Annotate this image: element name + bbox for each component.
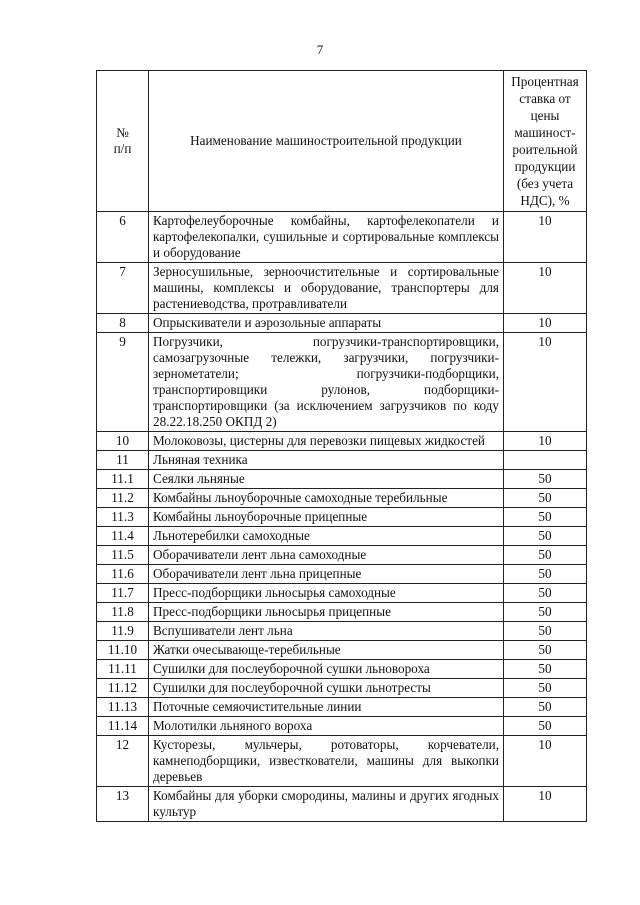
row-rate: 50 <box>504 470 587 489</box>
row-number: 11.3 <box>97 508 149 527</box>
row-rate: 10 <box>504 736 587 787</box>
row-rate: 10 <box>504 787 587 822</box>
row-name: Картофелеуборочные комбайны, картофелекопатели и картофелекопалки, сушильные и сортировальные комплексы и оборудование <box>149 212 504 263</box>
table-header-row <box>97 71 587 212</box>
row-name: Льнотеребилки самоходные <box>149 527 504 546</box>
row-name: Комбайны льноуборочные прицепные <box>149 508 504 527</box>
table-row <box>97 489 587 508</box>
header-name: Наименование машиностроительной продукции <box>149 71 504 212</box>
row-number: 11.7 <box>97 584 149 603</box>
table-row <box>97 432 587 451</box>
table-row <box>97 263 587 314</box>
row-rate: 50 <box>504 546 587 565</box>
row-rate: 50 <box>504 622 587 641</box>
row-number: 8 <box>97 314 149 333</box>
row-name: Молотилки льняного вороха <box>149 717 504 736</box>
row-number: 11.14 <box>97 717 149 736</box>
row-number: 6 <box>97 212 149 263</box>
row-name: Молоковозы, цистерны для перевозки пищевых жидкостей <box>149 432 504 451</box>
machinery-rate-table <box>96 70 587 822</box>
table-body <box>97 212 587 822</box>
row-rate: 50 <box>504 698 587 717</box>
table-row <box>97 717 587 736</box>
row-name: Льняная техника <box>149 451 504 470</box>
row-number: 11.2 <box>97 489 149 508</box>
row-rate: 10 <box>504 212 587 263</box>
row-number: 13 <box>97 787 149 822</box>
row-rate: 50 <box>504 565 587 584</box>
row-rate: 50 <box>504 717 587 736</box>
page-number: 7 <box>316 42 324 57</box>
row-number: 11.10 <box>97 641 149 660</box>
row-number: 10 <box>97 432 149 451</box>
table-row <box>97 546 587 565</box>
table-row <box>97 584 587 603</box>
row-name: Комбайны для уборки смородины, малины и других ягодных культур <box>149 787 504 822</box>
table-row <box>97 660 587 679</box>
row-number: 11 <box>97 451 149 470</box>
row-name: Пресс-подборщики льносырья самоходные <box>149 584 504 603</box>
table-row <box>97 736 587 787</box>
row-name: Оборачиватели лент льна прицепные <box>149 565 504 584</box>
table-row <box>97 212 587 263</box>
row-name: Жатки очесывающе-теребильные <box>149 641 504 660</box>
row-name: Кусторезы, мульчеры, ротоваторы, корчеватели, камнеподборщики, известкователи, машины для выкопки деревьев <box>149 736 504 787</box>
row-name: Сеялки льняные <box>149 470 504 489</box>
row-name: Погрузчики, погрузчики-транспортировщики, самозагрузочные тележки, загрузчики, погрузчики-зернометатели; погрузчики-подборщики, транспортировщики рулонов, подборщики-транспортировщики (за исключением загрузчиков по коду 28.22.18.250 ОКПД 2) <box>149 333 504 432</box>
row-name: Вспушиватели лент льна <box>149 622 504 641</box>
row-rate: 50 <box>504 660 587 679</box>
row-rate: 10 <box>504 263 587 314</box>
row-name: Зерносушильные, зерноочистительные и сортировальные машины, комплексы и оборудование, транспортеры для растениеводства, протравливатели <box>149 263 504 314</box>
row-number: 11.4 <box>97 527 149 546</box>
table-row <box>97 787 587 822</box>
table-row <box>97 679 587 698</box>
table-row <box>97 314 587 333</box>
table-row <box>97 508 587 527</box>
table-row <box>97 698 587 717</box>
row-rate: 50 <box>504 603 587 622</box>
row-number: 11.12 <box>97 679 149 698</box>
header-num: № п/п <box>97 71 149 212</box>
row-rate: 50 <box>504 508 587 527</box>
row-rate: 50 <box>504 584 587 603</box>
row-number: 11.1 <box>97 470 149 489</box>
row-rate: 10 <box>504 432 587 451</box>
row-number: 11.5 <box>97 546 149 565</box>
row-number: 9 <box>97 333 149 432</box>
row-name: Сушилки для послеуборочной сушки льнотресты <box>149 679 504 698</box>
row-rate: 50 <box>504 527 587 546</box>
row-name: Опрыскиватели и аэрозольные аппараты <box>149 314 504 333</box>
table-row <box>97 622 587 641</box>
row-rate: 50 <box>504 641 587 660</box>
row-rate: 10 <box>504 314 587 333</box>
table-row <box>97 603 587 622</box>
row-number: 11.8 <box>97 603 149 622</box>
row-name: Комбайны льноуборочные самоходные теребильные <box>149 489 504 508</box>
row-name: Пресс-подборщики льносырья прицепные <box>149 603 504 622</box>
row-rate: 50 <box>504 679 587 698</box>
table-row <box>97 470 587 489</box>
table-row <box>97 527 587 546</box>
row-rate <box>504 451 587 470</box>
row-number: 11.11 <box>97 660 149 679</box>
row-name: Оборачиватели лент льна самоходные <box>149 546 504 565</box>
row-rate: 50 <box>504 489 587 508</box>
row-number: 11.6 <box>97 565 149 584</box>
row-number: 12 <box>97 736 149 787</box>
header-rate: Процентная ставка от цены машиност-роительной продукции (без учета НДС), % <box>504 71 587 212</box>
table-row <box>97 333 587 432</box>
row-number: 11.13 <box>97 698 149 717</box>
table-row <box>97 451 587 470</box>
row-name: Поточные семяочистительные линии <box>149 698 504 717</box>
row-rate: 10 <box>504 333 587 432</box>
row-number: 7 <box>97 263 149 314</box>
table-row <box>97 565 587 584</box>
table-row <box>97 641 587 660</box>
row-name: Сушилки для послеуборочной сушки льновороха <box>149 660 504 679</box>
row-number: 11.9 <box>97 622 149 641</box>
